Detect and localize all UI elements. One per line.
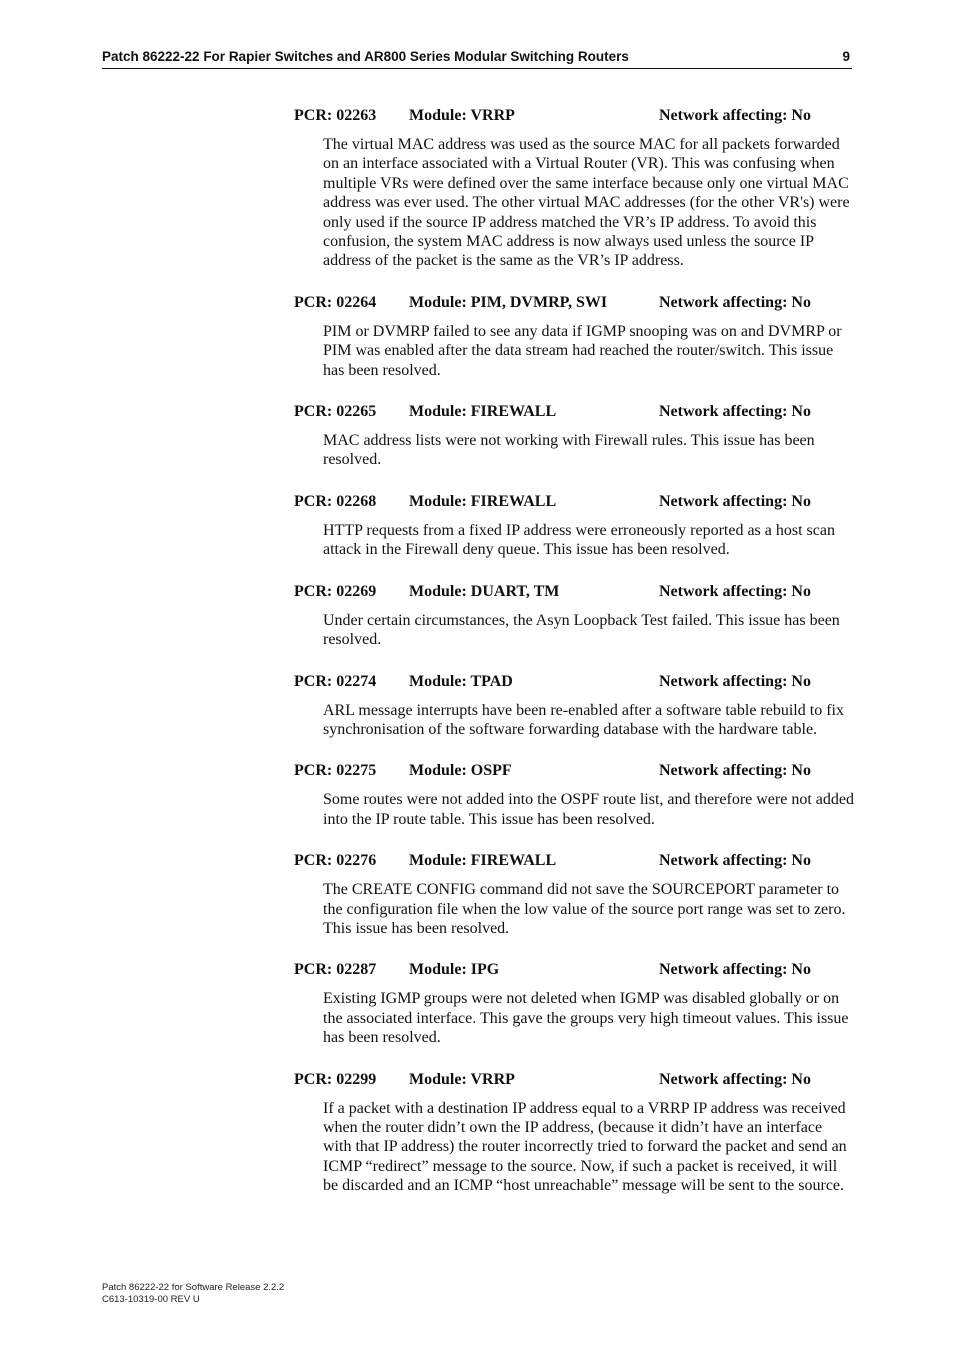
pcr-network-affecting: Network affecting: No [659, 852, 811, 870]
pcr-network-affecting: Network affecting: No [659, 293, 811, 311]
footer-release-line: Patch 86222-22 for Software Release 2.2.2 [102, 1282, 285, 1293]
pcr-description: ARL message interrupts have been re-enabled after a software table rebuild to fix synchronisation of the software forwarding database with the hardware table. [323, 701, 844, 738]
pcr-description: Existing IGMP groups were not deleted when IGMP was disabled globally or on the associated interface. This gave the groups very high timeout values. This issue has been resolved. [323, 990, 849, 1047]
pcr-entry-header [294, 402, 854, 422]
pcr-module: Module: FIREWALL [409, 492, 557, 510]
pcr-entry-header [294, 851, 854, 871]
pcr-number: PCR: 02276 [294, 852, 377, 870]
page-header [102, 48, 852, 69]
pcr-entry [294, 402, 854, 470]
pcr-entry-header [294, 492, 854, 512]
pcr-description: PIM or DVMRP failed to see any data if IGMP snooping was on and DVMRP or PIM was enabled after the data stream had reached the router/switch. This issue has been resolved. [323, 322, 842, 379]
footer-document-code: C613-10319-00 REV U [102, 1293, 200, 1305]
pcr-description: The virtual MAC address was used as the source MAC for all packets forwarded on an interface associated with a Virtual Router (VR). This was confusing when multiple VRs were defined over the same interface because only one virtual MAC address was ever used. The other virtual MAC addresses (for the other VR's) were only used if the source IP address matched the VR’s IP address. To avoid this confusion, the system MAC address is now always used unless the source IP address of the packet is the same as the VR’s IP address. [323, 136, 850, 270]
pcr-description: MAC address lists were not working with Firewall rules. This issue has been resolved. [323, 432, 815, 469]
pcr-number: PCR: 02265 [294, 403, 377, 421]
pcr-list [294, 106, 854, 1218]
pcr-entry [294, 1070, 854, 1196]
pcr-module: Module: FIREWALL [409, 403, 557, 421]
pcr-description: HTTP requests from a fixed IP address were erroneously reported as a host scan attack in the Firewall deny queue. This issue has been resolved. [323, 521, 835, 559]
pcr-entry-header [294, 761, 854, 781]
pcr-entry-header [294, 106, 854, 126]
pcr-description: The CREATE CONFIG command did not save the SOURCEPORT parameter to the configuration file when the low value of the source port range was set to zero. This issue has been resolved. [323, 881, 846, 937]
pcr-module: Module: FIREWALL [409, 852, 557, 870]
pcr-number: PCR: 02275 [294, 762, 377, 780]
pcr-description: Under certain circumstances, the Asyn Loopback Test failed. This issue has been resolved. [323, 611, 840, 649]
pcr-entry [294, 492, 854, 560]
document-title: Patch 86222-22 For Rapier Switches and AR800 Series Modular Switching Routers [102, 49, 629, 64]
pcr-module: Module: PIM, DVMRP, SWI [409, 293, 608, 311]
pcr-network-affecting: Network affecting: No [659, 107, 811, 124]
pcr-entry-header [294, 672, 854, 692]
pcr-module: Module: IPG [409, 961, 500, 979]
pcr-entry [294, 960, 854, 1047]
pcr-entry-header [294, 293, 854, 313]
pcr-entry-header [294, 1070, 854, 1090]
pcr-network-affecting: Network affecting: No [659, 403, 811, 421]
pcr-number: PCR: 02264 [294, 293, 377, 311]
pcr-module: Module: OSPF [409, 762, 512, 780]
pcr-entry-header [294, 960, 854, 980]
pcr-network-affecting: Network affecting: No [659, 492, 811, 510]
pcr-description: Some routes were not added into the OSPF route list, and therefore were not added into the IP route table. This issue has been resolved. [323, 791, 854, 828]
pcr-number: PCR: 02274 [294, 672, 377, 690]
pcr-module: Module: VRRP [409, 1070, 515, 1088]
pcr-network-affecting: Network affecting: No [659, 961, 811, 979]
pcr-description: If a packet with a destination IP address equal to a VRRP IP address was received when the router didn’t own the IP address, (because it didn’t have an interface with that IP address) the router incorrectly tried to forward the packet and send an ICMP “redirect” message to the source. Now, if such a packet is received, it will be discarded and an ICMP “host unreachable” message will be sent to the source. [323, 1099, 847, 1195]
page-footer [102, 1282, 284, 1305]
pcr-entry-header [294, 582, 854, 602]
pcr-number: PCR: 02268 [294, 492, 377, 510]
pcr-entry [294, 672, 854, 740]
pcr-network-affecting: Network affecting: No [659, 582, 811, 600]
pcr-entry [294, 582, 854, 650]
page-number: 9 [842, 49, 850, 64]
pcr-module: Module: DUART, TM [409, 582, 560, 600]
pcr-entry [294, 106, 854, 271]
pcr-network-affecting: Network affecting: No [659, 672, 811, 690]
pcr-module: Module: VRRP [409, 107, 515, 124]
pcr-entry [294, 293, 854, 380]
pcr-number: PCR: 02299 [294, 1070, 377, 1088]
pcr-number: PCR: 02269 [294, 582, 377, 600]
pcr-entry [294, 761, 854, 829]
pcr-network-affecting: Network affecting: No [659, 762, 811, 780]
pcr-module: Module: TPAD [409, 672, 513, 690]
pcr-number: PCR: 02287 [294, 961, 377, 979]
pcr-number: PCR: 02263 [294, 107, 377, 124]
pcr-entry [294, 851, 854, 938]
pcr-network-affecting: Network affecting: No [659, 1070, 811, 1088]
